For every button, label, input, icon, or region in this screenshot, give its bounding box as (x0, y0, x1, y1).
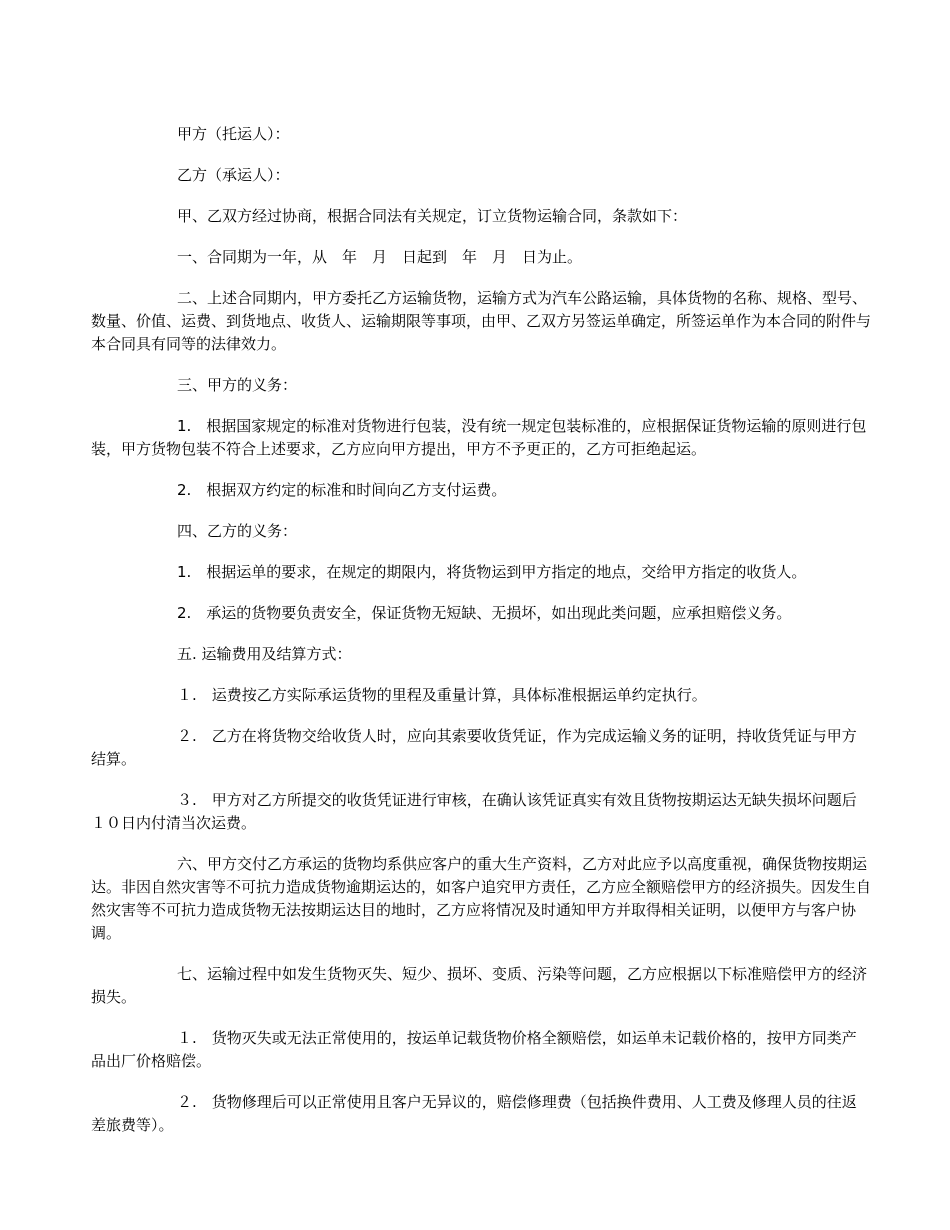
clause-3-item-1: 1. 根据国家规定的标准对货物进行包装，没有统一规定包装标准的，应根据保证货物运输的原则进行包装，甲方货物包装不符合上述要求，乙方应向甲方提出，甲方不予更正的，乙方可拒绝起运。 (91, 417, 867, 458)
clause-5-item-1: １. 运费按乙方实际承运货物的里程及重量计算，具体标准根据运单约定执行。 (177, 686, 707, 704)
clause-5-item-3: ３. 甲方对乙方所提交的收货凭证进行审核，在确认该凭证真实有效且货物按期运达无缺失损坏问题后１０日内付清当次运费。 (91, 791, 857, 832)
clause-4-item-1: 1. 根据运单的要求，在规定的期限内，将货物运到甲方指定的地点，交给甲方指定的收货人。 (177, 563, 807, 581)
clause-2: 二、上述合同期内，甲方委托乙方运输货物，运输方式为汽车公路运输，具体货物的名称、规格、型号、数量、价值、运费、到货地点、收货人、运输期限等事项，由甲、乙双方另签运单确定，所签运单作为本合同的附件与本合同具有同等的法律效力。 (91, 289, 872, 353)
party-b-line: 乙方（承运人）： (177, 166, 290, 184)
clause-7-item-2: ２. 货物修理后可以正常使用且客户无异议的，赔偿修理费（包括换件费用、人工费及修理人员的往返差旅费等）。 (91, 1093, 857, 1134)
party-a-line: 甲方（托运人）： (177, 125, 290, 143)
clause-4-item-2: 2. 承运的货物要负责安全，保证货物无短缺、无损坏，如出现此类问题，应承担赔偿义务。 (177, 604, 792, 622)
preamble: 甲、乙双方经过协商，根据合同法有关规定，订立货物运输合同，条款如下： (177, 207, 688, 225)
clause-4-heading: 四、乙方的义务： (177, 522, 298, 540)
contract-body (91, 123, 871, 1155)
clause-1: 一、合同期为一年，从 年 月 日起到 年 月 日为止。 (177, 248, 583, 266)
clause-6: 六、甲方交付乙方承运的货物均系供应客户的重大生产资料，乙方对此应予以高度重视，确保货物按期运达。非因自然灾害等不可抗力造成货物逾期运达的，如客户追究甲方责任，乙方应全额赔偿甲方的经济损失。因发生自然灾害等不可抗力造成货物无法按期运达目的地时，乙方应将情况及时通知甲方并取得相关证明，以便甲方与客户协调。 (91, 855, 872, 942)
clause-5-heading: 五. 运输费用及结算方式： (177, 645, 352, 663)
clause-5-item-2: ２. 乙方在将货物交给收货人时，应向其索要收货凭证，作为完成运输义务的证明，持收货凭证与甲方结算。 (91, 727, 857, 768)
clause-3-heading: 三、甲方的义务： (177, 376, 298, 394)
clause-7-item-1: １. 货物灭失或无法正常使用的，按运单记载货物价格全额赔偿，如运单未记载价格的，按甲方同类产品出厂价格赔偿。 (91, 1029, 857, 1070)
clause-7: 七、运输过程中如发生货物灭失、短少、损坏、变质、污染等问题，乙方应根据以下标准赔偿甲方的经济损失。 (91, 965, 868, 1006)
clause-3-item-2: 2. 根据双方约定的标准和时间向乙方支付运费。 (177, 481, 507, 499)
